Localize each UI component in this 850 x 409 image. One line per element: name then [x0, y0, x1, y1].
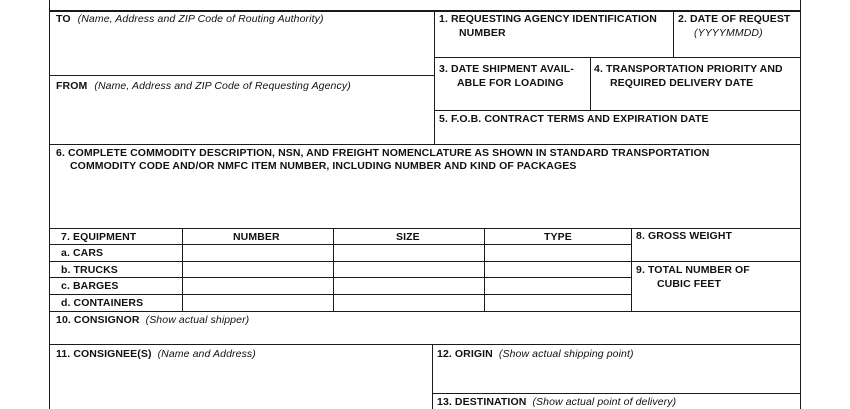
from-label-group — [56, 79, 351, 93]
commodity-description-field[interactable] — [50, 176, 800, 227]
cars-type-cell[interactable] — [485, 245, 630, 260]
trucks-number-cell[interactable] — [183, 262, 332, 276]
f11-hint: (Name and Address) — [157, 348, 256, 360]
row-containers-label: d. CONTAINERS — [61, 297, 144, 309]
col-size-header: SIZE — [396, 231, 420, 243]
origin-field[interactable] — [433, 362, 800, 392]
f12-label-group — [437, 347, 634, 361]
total-cubic-feet-field[interactable] — [632, 292, 800, 310]
f6-label-line1: 6. COMPLETE COMMODITY DESCRIPTION, NSN, AND FREIGHT NOMENCLATURE AS SHOWN IN STANDARD TRANSPORTATION — [56, 147, 710, 159]
cars-number-cell[interactable] — [183, 245, 332, 260]
row-trucks-label: b. TRUCKS — [61, 264, 118, 276]
f10-label-group — [56, 313, 249, 327]
consignee-field[interactable] — [50, 362, 431, 408]
f13-label: 13. DESTINATION — [437, 396, 527, 408]
containers-number-cell[interactable] — [183, 295, 332, 310]
row-cars-label: a. CARS — [61, 247, 104, 259]
f1-label-line1: 1. REQUESTING AGENCY IDENTIFICATION — [439, 13, 657, 25]
fob-contract-terms-field[interactable] — [435, 128, 800, 143]
f10-label: 10. CONSIGNOR — [56, 314, 140, 326]
f13-label-group — [437, 395, 676, 409]
to-field[interactable] — [50, 28, 434, 74]
trucks-size-cell[interactable] — [334, 262, 483, 276]
divider-row-1-3 — [434, 57, 801, 58]
f10-hint: (Show actual shipper) — [145, 314, 250, 326]
f6-label-line2: COMMODITY CODE AND/OR NMFC ITEM NUMBER, INCLUDING NUMBER AND KIND OF PACKAGES — [70, 160, 577, 172]
f8-label: 8. GROSS WEIGHT — [636, 230, 733, 242]
f13-hint: (Show actual point of delivery) — [532, 396, 677, 408]
f11-label-group — [56, 347, 256, 361]
divider-row-7-10 — [49, 311, 801, 312]
containers-size-cell[interactable] — [334, 295, 483, 310]
containers-type-cell[interactable] — [485, 295, 630, 310]
f2-label-line2: (YYYYMMDD) — [694, 27, 763, 39]
date-shipment-available-field[interactable] — [435, 92, 589, 109]
frame-right-border — [800, 0, 801, 409]
trucks-type-cell[interactable] — [485, 262, 630, 276]
f2-label-line1: 2. DATE OF REQUEST — [678, 13, 791, 25]
f4-label-line1: 4. TRANSPORTATION PRIORITY AND — [594, 63, 783, 75]
barges-type-cell[interactable] — [485, 278, 630, 293]
divider-row-top-6 — [49, 144, 801, 145]
f3-label-line2: ABLE FOR LOADING — [457, 77, 564, 89]
f12-hint: (Show actual shipping point) — [498, 348, 634, 360]
f11-label: 11. CONSIGNEE(S) — [56, 348, 152, 360]
divider-to-from — [49, 75, 435, 76]
col-type-header: TYPE — [544, 231, 572, 243]
divider-left-right — [434, 10, 435, 144]
requesting-agency-id-field[interactable] — [435, 40, 672, 56]
divider-row-10-11 — [49, 344, 801, 345]
row-barges-label: c. BARGES — [61, 280, 119, 292]
from-label: FROM — [56, 80, 88, 92]
from-field[interactable] — [50, 93, 434, 143]
f1-label-line2: NUMBER — [459, 27, 506, 39]
gross-weight-field[interactable] — [632, 244, 800, 260]
to-hint: (Name, Address and ZIP Code of Routing Authority) — [77, 13, 324, 25]
to-label: TO — [56, 13, 71, 25]
f12-label: 12. ORIGIN — [437, 348, 493, 360]
col-number-header: NUMBER — [233, 231, 280, 243]
barges-number-cell[interactable] — [183, 278, 332, 293]
f3-label-line1: 3. DATE SHIPMENT AVAIL- — [439, 63, 574, 75]
divider-f8-f9 — [631, 261, 801, 262]
f7-label: 7. EQUIPMENT — [61, 231, 137, 243]
f5-label: 5. F.O.B. CONTRACT TERMS AND EXPIRATION DATE — [439, 113, 709, 125]
to-label-group — [56, 12, 324, 26]
consignor-field[interactable] — [50, 328, 800, 343]
f4-label-line2: REQUIRED DELIVERY DATE — [610, 77, 754, 89]
divider-f12-f13 — [432, 393, 801, 394]
divider-row-3-5 — [434, 110, 801, 111]
from-hint: (Name, Address and ZIP Code of Requesting Agency) — [94, 80, 351, 92]
date-of-request-field[interactable] — [674, 40, 800, 56]
cars-size-cell[interactable] — [334, 245, 483, 260]
transportation-priority-field[interactable] — [591, 92, 800, 109]
f9-label-line2: CUBIC FEET — [657, 278, 721, 290]
barges-size-cell[interactable] — [334, 278, 483, 293]
f9-label-line1: 9. TOTAL NUMBER OF — [636, 264, 750, 276]
